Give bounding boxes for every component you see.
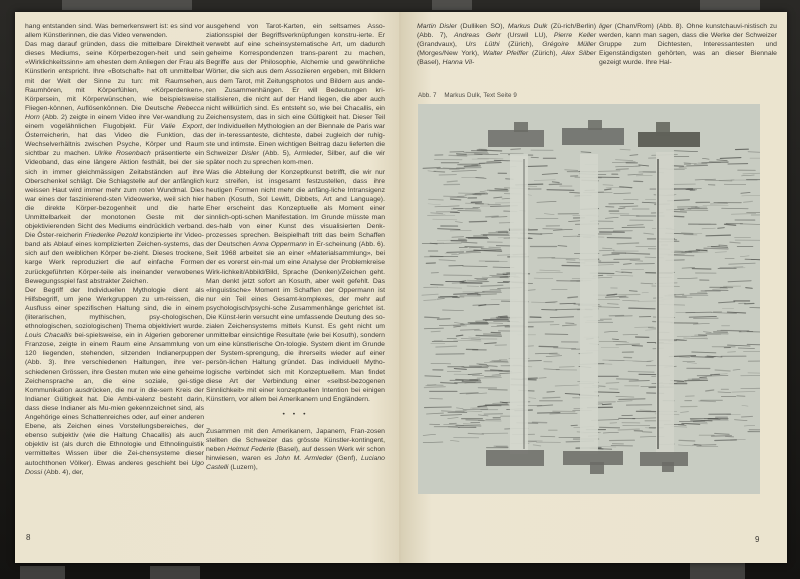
hatch-stroke <box>673 212 687 213</box>
hatch-stroke <box>556 309 581 310</box>
hatch-stroke <box>547 190 574 191</box>
hatch-stroke <box>491 318 508 319</box>
hatch-stroke <box>742 416 753 417</box>
hatch-stroke <box>632 346 642 347</box>
hatch-stroke <box>553 182 560 183</box>
hatch-stroke <box>444 275 472 276</box>
caption-text: Markus Dulk, Text Seite 9 <box>444 92 517 99</box>
hatch-stroke <box>600 427 620 428</box>
hatch-stroke <box>706 333 728 334</box>
hatch-stroke <box>545 334 568 335</box>
hatch-stroke <box>616 344 639 345</box>
hatch-stroke <box>511 149 521 150</box>
caption-label: Abb. 7 <box>418 92 437 99</box>
hatch-stroke <box>425 407 452 408</box>
hatch-stroke <box>439 297 458 298</box>
hatch-stroke <box>750 308 760 309</box>
left-page <box>15 12 401 563</box>
tape-strip <box>432 0 472 10</box>
hatch-stroke <box>431 285 443 286</box>
hatch-stroke <box>748 152 760 153</box>
hatch-stroke <box>619 399 645 400</box>
hatch-stroke <box>528 322 554 323</box>
hatch-stroke <box>464 152 488 153</box>
page-number-left: 8 <box>26 533 31 542</box>
hatch-stroke <box>718 228 725 229</box>
hatch-stroke <box>452 237 463 238</box>
body-paragraph: hang entstanden sind. Was bemerkenswert ist: es sind vor allem Künstlerinnen, die das Video verwenden. <box>25 23 204 40</box>
post-middle <box>580 154 598 454</box>
hatch-stroke <box>449 155 467 156</box>
figure-caption <box>418 92 523 99</box>
hatch-stroke <box>672 216 684 217</box>
page-number-right: 9 <box>755 535 760 544</box>
body-paragraph: Was die Abteilung der Konzeptkunst betrifft, die wir nur kurz streifen, ist insgesamt festzustellen, dass ihre heutigen Formen nicht mehr die anfäng-liche Intransigenz haben (Kosuth, Sol Lewitt, Dibbets, Art and Language). Eher erscheint das Konzeptuelle als Moment einer sinnlich-opti-schen Manifestation. Im Grunde müsste man des-halb von einer Kunst des visualisierten Denk-prozesses sprechen. Beispielhaft tritt das beim Schaffen der Deutschen Anna Oppermann in Er-scheinung (Abb. 6). Seit 1968 arbeitet sie an einer «Materialsammlung», bei der es vorerst ein-mal um eine Analyse der Problemkreise Wirk-lichkeit/Abbild/Bild, Sprache (Denken)/Zeichen geht. Man denkt jetzt sofort an Kosuth, aber weit gefehlt. Das «linguistische» Moment im Schaffen der Oppermann ist nur ein Teil eines Gesamt-komplexes, der mehr auf psychologisch/psychi-sche Zusammenhänge gerichtet ist. Die Künst-lerin versucht eine umfassende Deutung des so-zialen Zeichensystems mittels Kunst. Es geht nicht um unmittelbar einsichtige Resultate (wie bei Kosuth), sondern um eine künstlerische On-tologie. System dient im Grunde der System-sprengung, die ihrerseits wieder auf einer persön-lichen Haltung gründet. Das individuell Mytho-logische verbindet sich mit Konzeptuellem. Man findet diese Art der Verbindung einer «selbst-bezogenen Sinnlichkeit» mit einer konzeptuellen Intention bei einigen Künstlern, vor allem bei Amerikanern und Engländern. <box>206 168 385 403</box>
hatch-stroke <box>687 165 708 166</box>
hatch-stroke <box>719 245 727 246</box>
hatch-stroke <box>481 285 503 286</box>
hatch-stroke <box>690 190 696 191</box>
hatch-stroke <box>616 169 628 170</box>
hatch-stroke <box>488 190 508 191</box>
crossbar-cap <box>588 120 602 130</box>
hatch-stroke <box>620 149 630 150</box>
hatch-stroke <box>566 260 575 261</box>
tape-strip <box>62 0 192 10</box>
right-page-column-2 <box>599 22 777 67</box>
hatch-stroke <box>538 413 560 414</box>
tape-strip <box>20 566 65 579</box>
hatch-stroke <box>485 404 508 405</box>
hatch-stroke <box>603 185 613 186</box>
hatch-stroke <box>469 221 486 222</box>
hatch-stroke <box>489 247 501 248</box>
body-paragraph: Der Begriff der Individuellen Mythologie dient als Hilfsbegriff, um jene Werkgruppen zu um-reissen, die Ausfluss einer spezifischen Haltung sind, die in einem (literarischen, mythischen, psy-chologischen, ethnologischen, soziologischen) Thema objektiviert wurde. Louis Chacallis bei-spielsweise, ein in Algerien geborener Franzose, zeigte in einem Raum eine Ansammlung von 120 liegenden, stehenden, sitzenden Indianerpuppen (Abb. 3). Ihre verschiedenen Haltungen, ihre ver-schiedenen Grössen, ihre Gesten muten wie eine geheime Zeichensprache an, die eine soziale, gei-stige Kommunikation ausdrücken, die nur in die-sem Kreis der Indianer Gültigkeit hat. Die Ambi-valenz besteht darin, dass diese Indianer als Mu-mien gekennzeichnet sind, als Angehörige eines Schattenreiches oder, auf einer anderen Ebene, als Zeichen eines Vorstellungsbereiches, der ebenso subjektiv (wie die Haltung Chacallis) als auch objektiv ist (als durch die Ethnologie und Ethnolinguistik vermitteltes Wissen über die Zei-chensysteme dieser autochthonen Völker). Etwas anderes geschieht bei Ugo Dossi (Abb. 4), der, <box>25 286 204 476</box>
crossbar-cap <box>514 122 528 132</box>
hatch-stroke <box>706 235 730 236</box>
post-left <box>510 154 528 454</box>
tape-strip <box>700 0 760 10</box>
hatch-stroke <box>457 154 467 155</box>
hatch-stroke <box>444 196 465 197</box>
hatch-stroke <box>692 269 711 270</box>
hatch-stroke <box>596 449 612 450</box>
crossbar-cap <box>656 122 670 136</box>
body-paragraph: Martin Disler (Dulliken SO), Markus Dulk (Zü-rich/Berlin) (Abb. 7), Andreas Gehr (Urswil LU), Pierre Keller (Grandvaux), Urs Lüthi (Zürich), Grégoire Müller (Morges/New York), Walter Pfeiffer (Zürich), Alex Silber (Basel), Hanna Vil- <box>417 23 597 67</box>
crossbar-foot <box>662 462 674 472</box>
hatch-stroke <box>673 166 684 167</box>
hatch-stroke <box>552 258 579 259</box>
hatch-stroke <box>424 387 445 388</box>
right-page-column-1 <box>417 22 596 67</box>
crossbar-top-left <box>488 130 544 147</box>
hatch-stroke <box>486 216 499 217</box>
hatch-stroke <box>679 167 686 168</box>
hatch-stroke <box>476 336 501 337</box>
hatch-stroke <box>722 208 749 209</box>
artwork-figure <box>418 104 760 494</box>
hatch-stroke <box>425 376 441 377</box>
hatch-stroke <box>434 171 445 172</box>
crossbar-top-middle <box>562 128 624 145</box>
body-paragraph: liger (Cham/Rom) (Abb. 8). Ohne kunstchauvi-nistisch zu werden, kann man sagen, dass die Werke der Schweizer Gruppe zum Dichtesten, Interessantesten und Eigenständigsten gehörten, was an dieser Biennale gezeigt wurde. Ihre Hal- <box>599 23 777 67</box>
hatch-stroke <box>463 266 487 267</box>
tape-strip <box>690 563 745 579</box>
left-page-column-2 <box>206 22 385 473</box>
hatch-stroke <box>543 397 560 398</box>
hatch-stroke <box>617 243 639 244</box>
hatch-stroke <box>466 420 484 421</box>
hatch-stroke <box>477 364 487 365</box>
tape-strip <box>150 566 200 579</box>
hatch-stroke <box>468 433 483 434</box>
hatch-stroke <box>618 429 639 430</box>
hatch-stroke <box>607 238 631 239</box>
hatch-stroke <box>542 310 557 311</box>
hatch-stroke <box>481 150 487 151</box>
hatch-stroke <box>557 281 581 282</box>
hatch-stroke <box>617 379 639 380</box>
hatch-stroke <box>629 308 655 309</box>
hatch-stroke <box>746 288 752 289</box>
hatch-stroke <box>467 251 481 252</box>
hatch-stroke <box>539 346 558 347</box>
crossbar-foot <box>590 462 604 474</box>
body-paragraph: Das mag darauf gründen, dass die mittelbare Direktheit dieses Mediums, seine Körperbezogen-heit und sein «Wirklichkeitssinn» am ehesten dem Anliegen der Frau als Künstlerin entspricht. Ihre «Botschaft» hat oft unmittelbar mit der Welt der Sinne zu tun: mit Raumsehen, Raumhören, mit Körperfühlen, «Körperdenken», Körpersein, mit Körperwünschen, wie beispielsweise Fliegen-können, Auflösenkönnen. Die Deutsche Rebecca Horn (Abb. 2) zeigte in einem Video ihre Ver-wandlung zu einem vogelähnlichen Flugobjekt. Für Valie Export, Österreicherin, hat das Video die Funktion, das Wechselverhältnis zwischen Psyche, Körper und Raum sichtbar zu machen. Ulrike Rosenbach präsentierte ein Videoband, das eine längere Aktion festhält, bei der sie sich in immer gleichmässigen Zeitabständen auf ihre Oberschenkel schlägt. Die Schlagstelle auf der anfänglich weissen Haut wird immer mehr zum roten Wundmal. Dies war eines der faszinierend-sten Videowerke, weil sich hier die direkte Körper-bezogenheit und die harte Unmittelbarkeit der monotonen Geste mit der objektivierenden Sicht des Mediums eindrücklich verband. Die Öster-reicherin Friederike Pezold konzipierte ihr Video-band als Ablauf eines komplizierten Zeichen-systems, das sich auf den weiblichen Körper be-zieht. Dieses trockene, karge Werk reproduziert die auf einfache Formen zurückgeführten Körper-teile als ineinander verwobenes Bewegungsspiel fast abstrakter Zeichen. <box>25 41 204 285</box>
section-separator: • • • <box>282 410 309 418</box>
right-page <box>401 12 787 563</box>
hatch-stroke <box>477 378 501 379</box>
hatch-stroke <box>649 328 656 329</box>
hatch-stroke <box>489 389 508 390</box>
hatch-stroke <box>526 166 547 167</box>
hatch-stroke <box>622 272 632 273</box>
hatch-stroke <box>629 291 637 292</box>
hatch-stroke <box>539 378 546 379</box>
hatch-stroke <box>711 247 727 248</box>
hatch-stroke <box>464 166 480 167</box>
hatch-stroke <box>603 404 612 405</box>
hatch-stroke <box>699 335 707 336</box>
hatch-stroke <box>431 331 440 332</box>
hatch-stroke <box>495 189 507 190</box>
hatch-stroke <box>450 197 467 198</box>
hatch-stroke <box>715 440 737 441</box>
hatch-stroke <box>478 406 487 407</box>
hatch-stroke <box>451 199 461 200</box>
hatch-stroke <box>543 229 562 230</box>
hatch-stroke <box>547 392 554 393</box>
hatch-stroke <box>425 317 439 318</box>
hatch-stroke <box>457 168 481 169</box>
crossbar-bottom-left <box>486 450 544 466</box>
hatch-stroke <box>738 348 754 349</box>
hatch-stroke <box>560 303 575 304</box>
hatch-stroke <box>629 381 649 382</box>
hatch-stroke <box>491 370 503 371</box>
hatch-stroke <box>568 297 578 298</box>
hatch-stroke <box>451 208 478 209</box>
hatch-stroke <box>747 332 760 333</box>
hatch-stroke <box>747 344 760 345</box>
pencil-drawing-image <box>418 104 760 494</box>
hatch-stroke <box>559 367 574 368</box>
hatch-stroke <box>679 440 695 441</box>
left-page-column-1 <box>25 22 204 477</box>
hatch-stroke <box>737 396 745 397</box>
hatch-stroke <box>430 398 443 399</box>
magazine-spread <box>15 12 787 563</box>
body-paragraph: ausgehend von Tarot-Karten, ein seltsames Asso-ziationsspiel der Begriffsverknüpfungen konstru-ierte. Er verwebt auf eine scheinsystematische Art, um dadurch geheime Korrespondenzen trans-parent zu machen, Begriffe aus der Philosophie, Alchemie und gewöhnliche Wörter, die sich aus dem Assoziieren ergeben, mit Bildern aus dem Tarot, mit Zeitungsphotos und Bildern aus ande-ren Zusammenhängen. Er will Bedeutungen kri-stallisieren, die nicht auf der Hand liegen, die aber auch nicht willkürlich sind. Es entsteht so, wie bei Chacallis, ein Zeichensystem, das in sich eine Gültigkeit hat. Dieser Teil der Individuellen Mythologien an der Biennale de Paris war der in-teressanteste, dichteste, dabei zugleich der ruhig-ste und intimste. Einen wichtigen Beitrag dazu lieferten die Schweizer Disler (Abb. 5), Armleder, Silber, auf die wir später noch zu sprechen kom-men. <box>206 23 385 167</box>
hatch-stroke <box>447 252 464 253</box>
hatch-stroke <box>566 323 574 324</box>
hatch-stroke <box>595 392 619 393</box>
hatch-stroke <box>704 248 728 249</box>
hatch-stroke <box>700 377 707 378</box>
hatch-stroke <box>728 352 736 353</box>
body-paragraph: Zusammen mit den Amerikanern, Japanern, Fran-zosen stellten die Schweizer das grösste Künstler-kontingent, neben Helmut Federle (Basel), auf dessen Werk wir schon hinwiesen, waren es John M. Armleder (Genf), Luciano Castelli (Luzern), <box>206 428 385 472</box>
